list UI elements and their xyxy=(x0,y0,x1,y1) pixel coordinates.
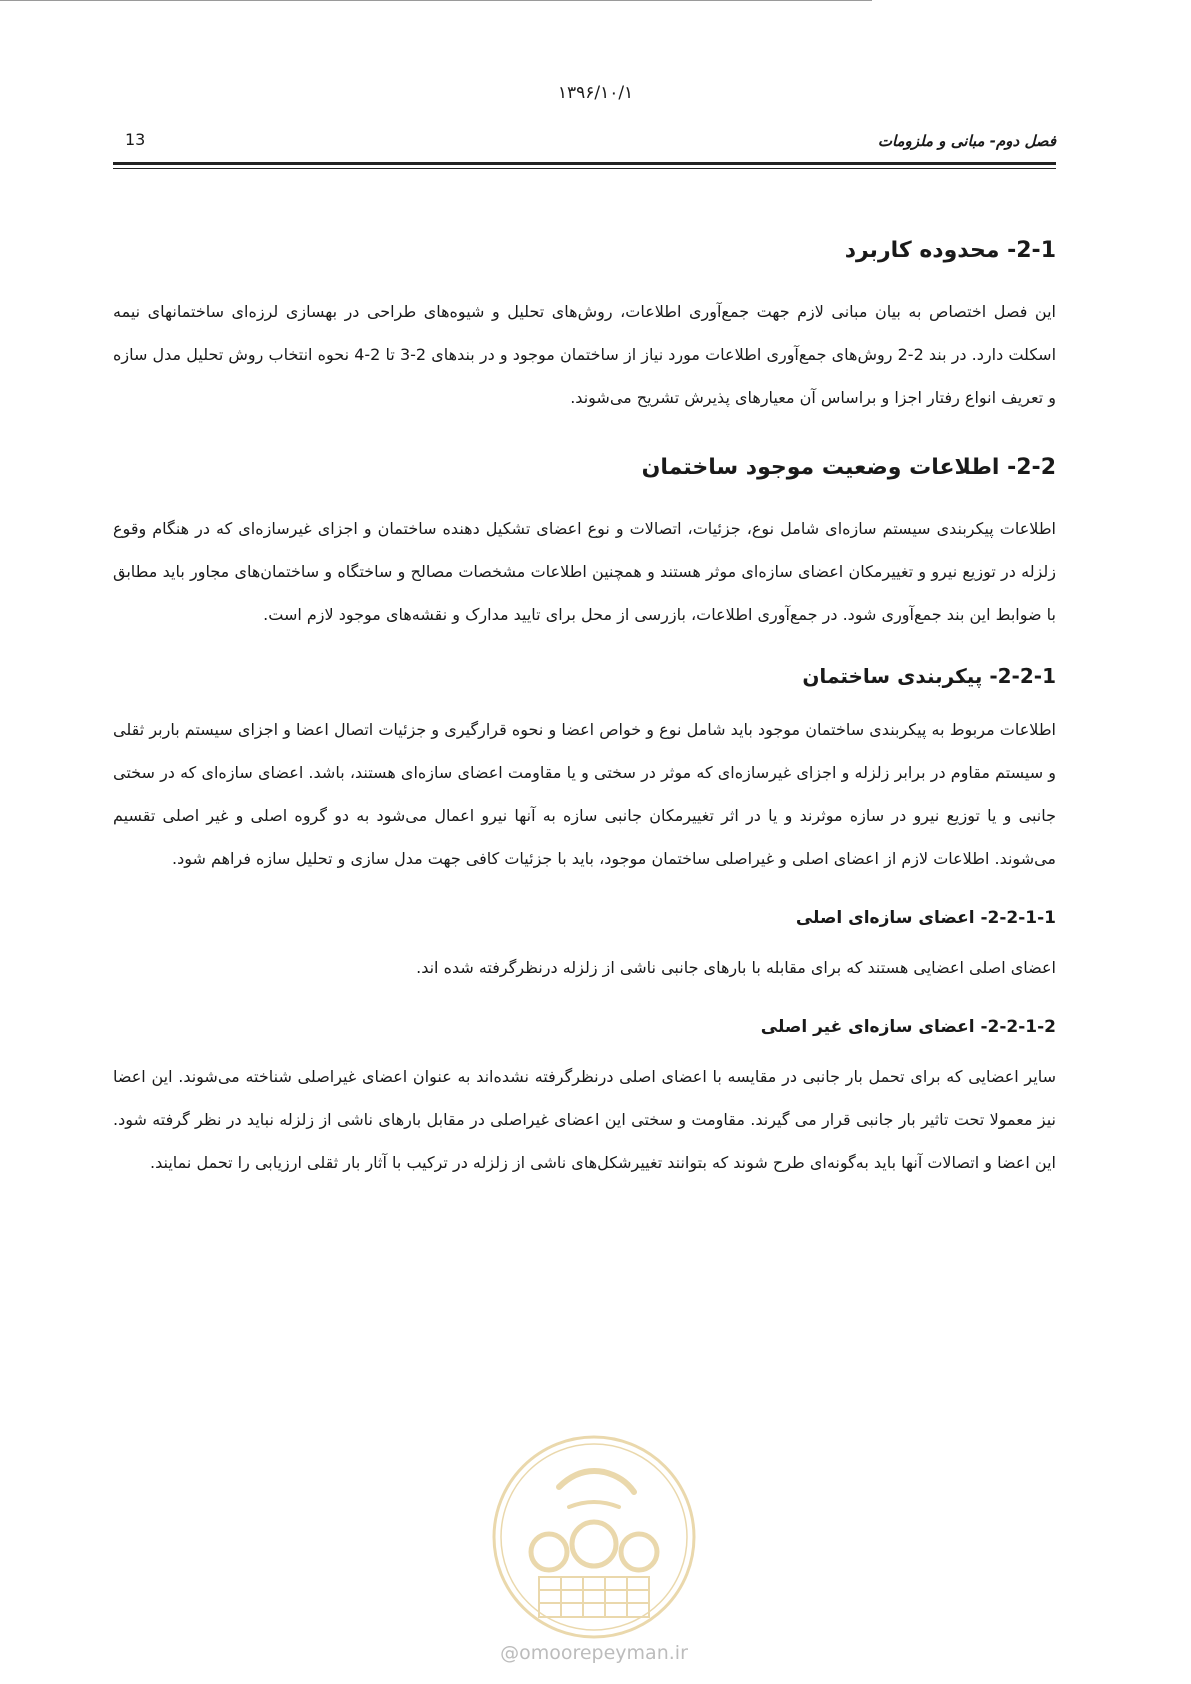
section-heading-primary-members: 2-2-1-1- اعضای سازه‌ای اصلی xyxy=(795,908,1056,928)
section-body-primary-members: اعضای اصلی اعضایی هستند که برای مقابله با بارهای جانبی ناشی از زلزله درنظرگرفته شده اند. xyxy=(416,958,1056,977)
header-rule-thick xyxy=(113,162,1056,165)
header-rule-thin xyxy=(113,168,1056,169)
section-body-configuration: اطلاعات مربوط به پیکربندی ساختمان موجود باید شامل نوع و خواص اعضا و نحوه قرارگیری و جزئیات اتصال اعضا و اجزای سیستم باربر ثقلی و سیستم مقاوم در برابر زلزله و اجزای غیرسازه‌ای که موثر در سختی و یا مقاومت اعضای سازه‌ای هستند، باشد. اعضای سازه‌ای که در سختی جانبی و یا توزیع نیرو در سازه موثرند و یا در اثر تغییرمکان جانبی سازه به آنها نیرو اعمال می‌شود به دو گروه اصلی و غیر اصلی تقسیم می‌شوند. اطلاعات لازم از اعضای اصلی و غیراصلی ساختمان موجود، باید با جزئیات کافی جهت مدل سازی و تحلیل سازه فراهم شود. xyxy=(113,720,1056,868)
section-heading-configuration: 2-2-1- پیکربندی ساختمان xyxy=(802,664,1056,688)
watermark-logo xyxy=(489,1432,699,1642)
section-body-scope: این فصل اختصاص به بیان مبانی لازم جهت جمع‌آوری اطلاعات، روش‌های تحلیل و شیوه‌های طراحی در بهسازی لرزه‌ای ساختمانهای نیمه اسکلت دارد. در بند 2-2 روش‌های جمع‌آوری اطلاعات مورد نیاز از ساختمان موجود و در بندهای 2-3 تا 2-4 نحوه انتخاب روش تحلیل مدل سازه و تعریف انواع رفتار اجزا و براساس آن معیارهای پذیرش تشریح می‌شوند. xyxy=(113,302,1057,407)
section-body-existing-condition: اطلاعات پیکربندی سیستم سازه‌ای شامل نوع، جزئیات، اتصالات و نوع اعضای تشکیل دهنده ساختمان و اجزای غیرسازه‌ای که در هنگام وقوع زلزله در توزیع نیرو و تغییرمکان اعضای سازه‌ای موثر هستند و همچنین اطلاعات مشخصات مصالح و ساختگاه و ساختمان‌های مجاور باید مطابق با ضوابط این بند جمع‌آوری شود. در جمع‌آوری اطلاعات، بازرسی از محل برای تایید مدارک و نقشه‌های موجود لازم است. xyxy=(113,519,1056,624)
section-body-secondary-members: سایر اعضایی که برای تحمل بار جانبی در مقایسه با اعضای اصلی درنظرگرفته نشده‌اند به عنوان اعضای غیراصلی شناخته می‌شوند. این اعضا نیز معمولا تحت تاثیر بار جانبی قرار می گیرند. مقاومت و سختی این اعضای غیراصلی در مقابل بارهای ناشی از زلزله نباید در نظر گرفته شود. این اعضا و اتصالات آنها باید به‌گونه‌ای طرح شوند که بتوانند تغییرشکل‌های ناشی از زلزله در ترکیب با آثار بار ثقلی ارزیابی را تحمل نمایند. xyxy=(113,1067,1056,1172)
section-heading-scope: 2-1- محدوده کاربرد xyxy=(844,238,1056,263)
section-heading-secondary-members: 2-2-1-2- اعضای سازه‌ای غیر اصلی xyxy=(760,1017,1056,1037)
page-content xyxy=(113,236,1056,1218)
page-header xyxy=(113,126,1056,158)
chapter-title: فصل دوم- مبانی و ملزومات xyxy=(877,132,1056,150)
watermark-url: @omoorepeyman.ir xyxy=(500,1642,688,1664)
top-rule xyxy=(0,0,872,1)
document-date: ۱۳۹۶/۱۰/۱ xyxy=(557,83,634,103)
section-heading-existing-condition: 2-2- اطلاعات وضعیت موجود ساختمان xyxy=(641,455,1056,480)
page-number: 13 xyxy=(125,130,146,149)
